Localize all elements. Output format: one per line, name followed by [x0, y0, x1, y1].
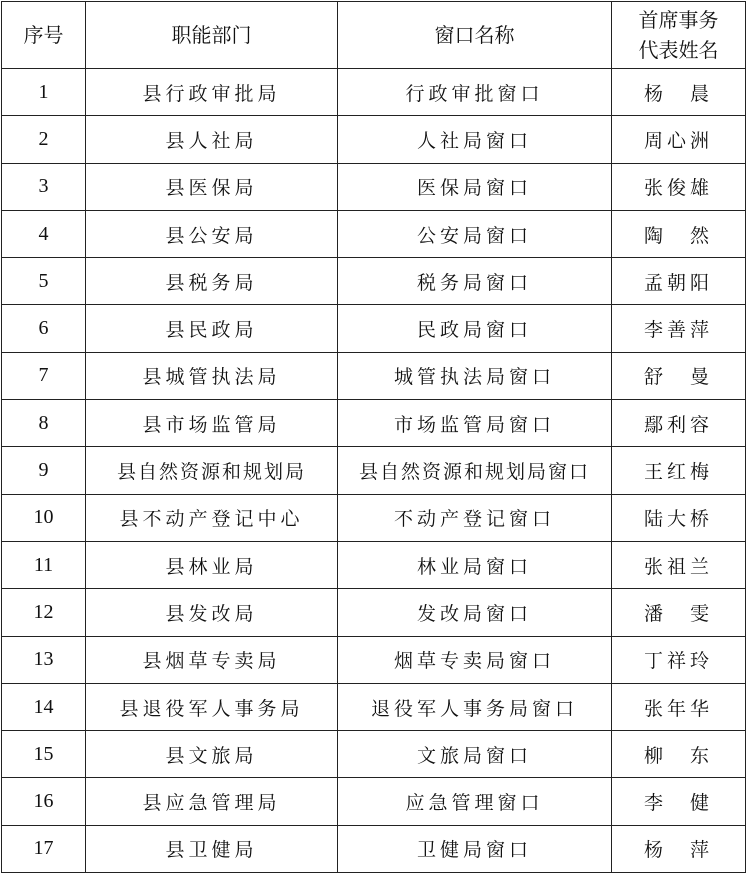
cell-index: 9: [2, 447, 86, 494]
cell-index: 15: [2, 731, 86, 778]
cell-index: 10: [2, 494, 86, 541]
cell-representative: 陶 然: [612, 210, 746, 257]
cell-representative: 王红梅: [612, 447, 746, 494]
cell-department: 县公安局: [86, 210, 338, 257]
table-row: [2, 589, 746, 636]
cell-representative: 杨 晨: [612, 69, 746, 116]
table-row: [2, 731, 746, 778]
cell-window: 医保局窗口: [338, 163, 612, 210]
cell-window: 不动产登记窗口: [338, 494, 612, 541]
cell-department: 县医保局: [86, 163, 338, 210]
cell-representative: 周心洲: [612, 116, 746, 163]
cell-window: 发改局窗口: [338, 589, 612, 636]
cell-department: 县城管执法局: [86, 352, 338, 399]
cell-index: 12: [2, 589, 86, 636]
cell-index: 1: [2, 69, 86, 116]
cell-department: 县文旅局: [86, 731, 338, 778]
cell-index: 17: [2, 825, 86, 872]
cell-department: 县烟草专卖局: [86, 636, 338, 683]
table-row: [2, 400, 746, 447]
cell-department: 县自然资源和规划局: [86, 447, 338, 494]
cell-representative: 潘 雯: [612, 589, 746, 636]
cell-window: 文旅局窗口: [338, 731, 612, 778]
cell-representative: 杨 萍: [612, 825, 746, 872]
table-row: [2, 352, 746, 399]
table-row: [2, 258, 746, 305]
cell-department: 县应急管理局: [86, 778, 338, 825]
header-index: 序号: [2, 2, 86, 69]
cell-department: 县林业局: [86, 541, 338, 588]
table-row: [2, 541, 746, 588]
cell-representative: 李 健: [612, 778, 746, 825]
cell-representative: 鄢利容: [612, 400, 746, 447]
cell-department: 县发改局: [86, 589, 338, 636]
cell-index: 14: [2, 683, 86, 730]
header-representative-line1: 首席事务: [638, 8, 719, 32]
cell-department: 县不动产登记中心: [86, 494, 338, 541]
cell-index: 2: [2, 116, 86, 163]
cell-index: 11: [2, 541, 86, 588]
cell-representative: 张年华: [612, 683, 746, 730]
cell-window: 应急管理窗口: [338, 778, 612, 825]
table-row: [2, 636, 746, 683]
cell-window: 林业局窗口: [338, 541, 612, 588]
table-row: [2, 163, 746, 210]
cell-department: 县人社局: [86, 116, 338, 163]
cell-index: 5: [2, 258, 86, 305]
representative-table: [1, 1, 746, 873]
table-row: [2, 305, 746, 352]
cell-representative: 丁祥玲: [612, 636, 746, 683]
table-row: [2, 778, 746, 825]
cell-department: 县退役军人事务局: [86, 683, 338, 730]
cell-window: 公安局窗口: [338, 210, 612, 257]
cell-representative: 舒 曼: [612, 352, 746, 399]
cell-window: 税务局窗口: [338, 258, 612, 305]
header-row: [2, 2, 746, 69]
cell-window: 卫健局窗口: [338, 825, 612, 872]
cell-index: 13: [2, 636, 86, 683]
header-window: 窗口名称: [338, 2, 612, 69]
table-row: [2, 447, 746, 494]
cell-window: 退役军人事务局窗口: [338, 683, 612, 730]
cell-department: 县民政局: [86, 305, 338, 352]
cell-window: 城管执法局窗口: [338, 352, 612, 399]
header-representative: [612, 2, 746, 69]
cell-representative: 孟朝阳: [612, 258, 746, 305]
table-row: [2, 210, 746, 257]
cell-representative: 张祖兰: [612, 541, 746, 588]
cell-index: 8: [2, 400, 86, 447]
cell-department: 县税务局: [86, 258, 338, 305]
cell-index: 6: [2, 305, 86, 352]
cell-index: 4: [2, 210, 86, 257]
cell-department: 县行政审批局: [86, 69, 338, 116]
table-row: [2, 116, 746, 163]
table-row: [2, 825, 746, 872]
cell-representative: 陆大桥: [612, 494, 746, 541]
cell-window: 人社局窗口: [338, 116, 612, 163]
cell-window: 民政局窗口: [338, 305, 612, 352]
cell-window: 烟草专卖局窗口: [338, 636, 612, 683]
header-representative-line2: 代表姓名: [638, 38, 719, 62]
cell-index: 3: [2, 163, 86, 210]
cell-department: 县市场监管局: [86, 400, 338, 447]
table-row: [2, 69, 746, 116]
cell-window: 行政审批窗口: [338, 69, 612, 116]
cell-window: 市场监管局窗口: [338, 400, 612, 447]
cell-representative: 柳 东: [612, 731, 746, 778]
table-row: [2, 683, 746, 730]
cell-index: 16: [2, 778, 86, 825]
cell-representative: 李善萍: [612, 305, 746, 352]
cell-window: 县自然资源和规划局窗口: [338, 447, 612, 494]
header-department: 职能部门: [86, 2, 338, 69]
cell-index: 7: [2, 352, 86, 399]
cell-representative: 张俊雄: [612, 163, 746, 210]
table-row: [2, 494, 746, 541]
cell-department: 县卫健局: [86, 825, 338, 872]
